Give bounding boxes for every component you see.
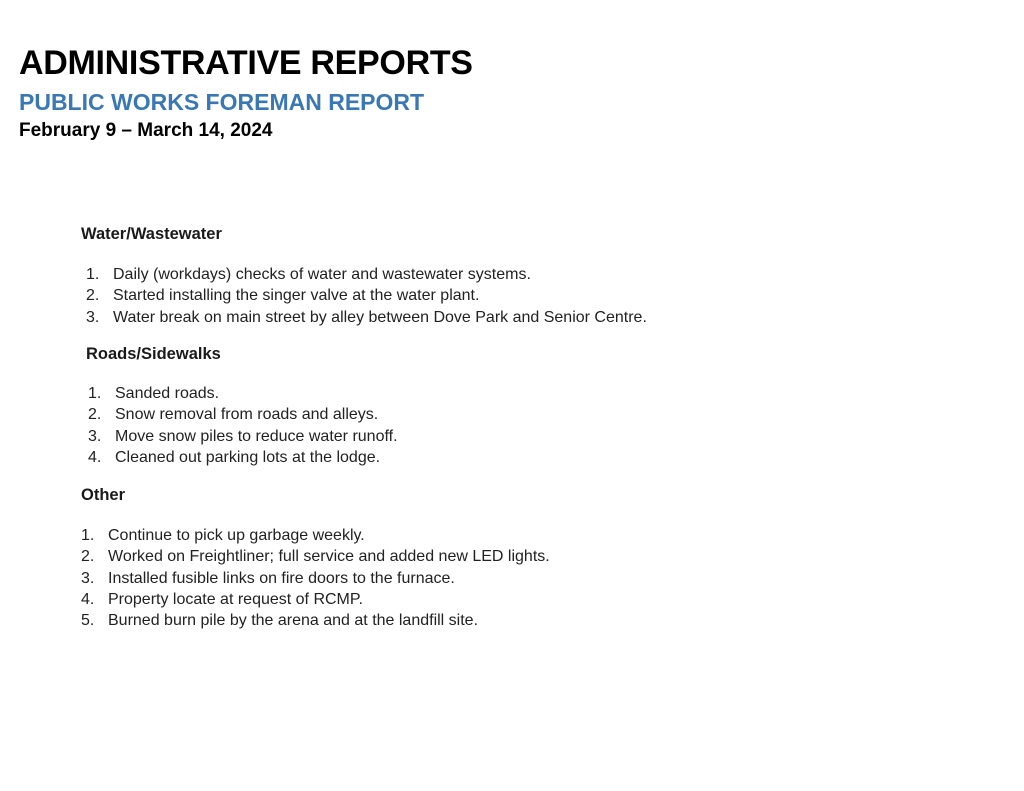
- list-item: [86, 264, 647, 285]
- item-text: Water break on main street by alley between Dove Park and Senior Centre.: [113, 308, 647, 326]
- item-text: Daily (workdays) checks of water and wastewater systems.: [113, 266, 531, 283]
- item-text: Cleaned out parking lots at the lodge.: [115, 448, 381, 466]
- list-item: [81, 568, 550, 589]
- list-item: [88, 404, 398, 425]
- item-number: 2.: [81, 548, 95, 566]
- item-text: Continue to pick up garbage weekly.: [108, 527, 365, 544]
- item-number: 3.: [88, 427, 102, 445]
- item-text: Installed fusible links on fire doors to the furnace.: [108, 569, 455, 587]
- page-title: ADMINISTRATIVE REPORTS: [19, 44, 473, 82]
- list-item: [81, 589, 550, 610]
- roads-list: [88, 383, 398, 468]
- item-text: Burned burn pile by the arena and at the landfill site.: [108, 612, 479, 630]
- list-item: [88, 447, 398, 468]
- section-roads-sidewalks: [86, 345, 398, 468]
- list-item: [81, 525, 550, 546]
- item-text: Sanded roads.: [115, 385, 220, 402]
- item-number: 4.: [81, 590, 95, 608]
- water-list: [86, 264, 647, 328]
- report-date-range: February 9 – March 14, 2024: [19, 120, 273, 141]
- list-item: [81, 546, 550, 567]
- list-item: [88, 426, 398, 447]
- item-text: Started installing the singer valve at the water plant.: [113, 287, 480, 305]
- item-number: 1.: [86, 266, 100, 283]
- item-text: Snow removal from roads and alleys.: [115, 406, 379, 424]
- item-number: 5.: [81, 612, 95, 630]
- item-number: 2.: [86, 287, 100, 305]
- other-list: [81, 525, 550, 631]
- item-number: 4.: [88, 448, 102, 466]
- item-number: 1.: [88, 385, 102, 402]
- section-title-water-wastewater: Water/Wastewater: [81, 225, 222, 243]
- section-water-wastewater: [81, 225, 647, 328]
- item-text: Move snow piles to reduce water runoff.: [115, 427, 398, 445]
- list-item: [88, 383, 398, 404]
- item-number: 3.: [81, 569, 95, 587]
- item-text: Property locate at request of RCMP.: [108, 590, 363, 608]
- section-other: [81, 486, 550, 631]
- list-item: [81, 610, 550, 631]
- list-item: [86, 307, 647, 328]
- item-number: 1.: [81, 527, 95, 544]
- list-item: [86, 285, 647, 306]
- section-title-roads-sidewalks: Roads/Sidewalks: [86, 345, 221, 363]
- item-number: 2.: [88, 406, 102, 424]
- report-subtitle: PUBLIC WORKS FOREMAN REPORT: [19, 89, 425, 115]
- section-title-other: Other: [81, 486, 126, 504]
- item-text: Worked on Freightliner; full service and added new LED lights.: [108, 548, 550, 566]
- item-number: 3.: [86, 308, 100, 326]
